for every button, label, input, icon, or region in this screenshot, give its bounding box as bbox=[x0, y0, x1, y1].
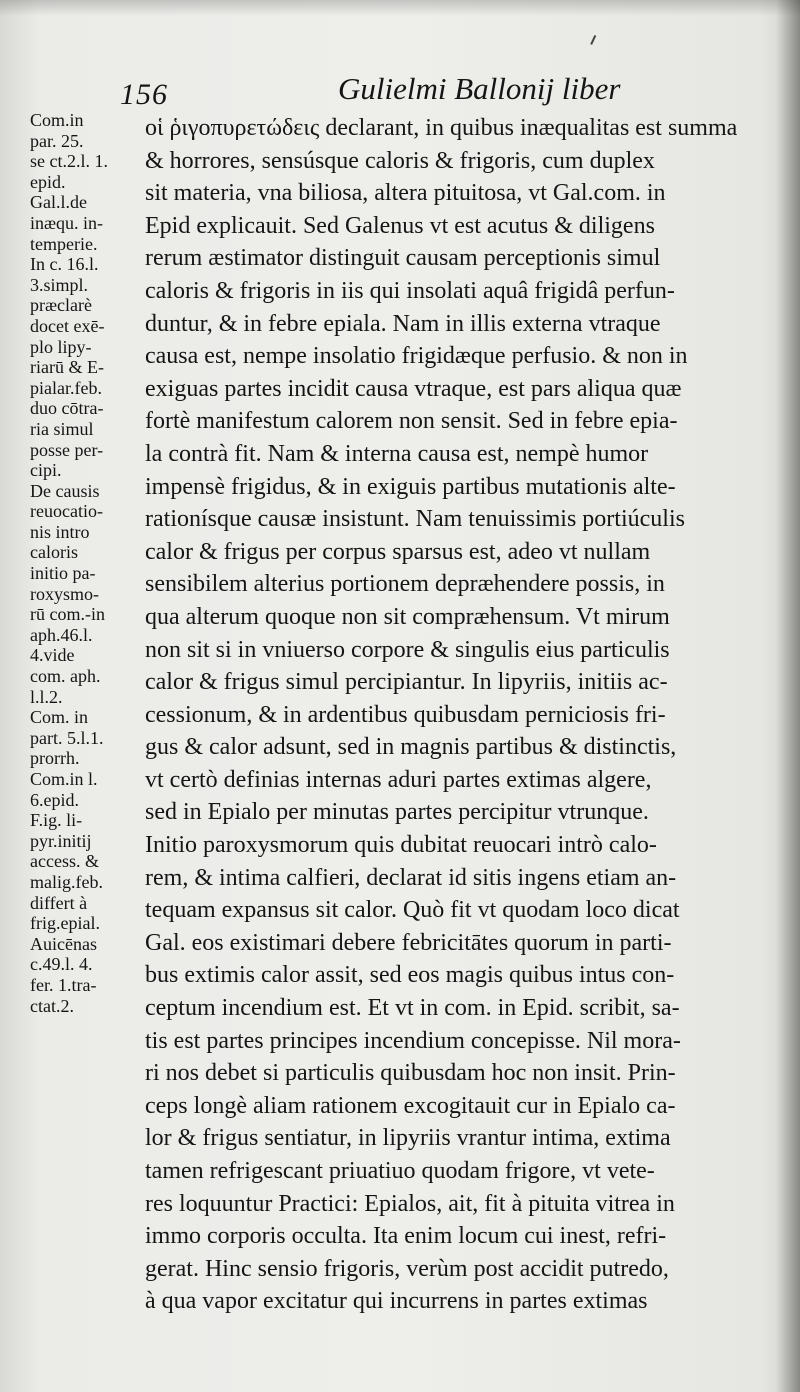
text-line: cessionum, & in ardentibus quibusdam perniciosis fri- bbox=[145, 701, 666, 728]
text-line: gus & calor adsunt, sed in magnis partibus & distinctis, bbox=[145, 734, 677, 761]
text-line: gerat. Hinc sensio frigoris, verùm post accidit putredo, bbox=[145, 1255, 669, 1282]
margin-note: frig.epial. bbox=[30, 913, 100, 934]
margin-note: caloris bbox=[30, 542, 78, 563]
margin-note: 4.vide bbox=[30, 645, 75, 666]
text-line: qua alterum quoque non sit compræhensum. Vt mirum bbox=[145, 603, 670, 630]
main-text bbox=[145, 112, 775, 1318]
margin-note: prorrh. bbox=[30, 748, 80, 769]
margin-note: Gal.l.de bbox=[30, 192, 87, 213]
text-line: οἱ ῥιγοπυρετώδεις declarant, in quibus inæqualitas est summa bbox=[145, 115, 738, 141]
text-line: immo corporis occulta. Ita enim locum cui inest, refri- bbox=[145, 1223, 667, 1250]
text-line: causa est, nempe insolatio frigidæque perfusio. & non in bbox=[145, 343, 688, 370]
margin-note: docet exē- bbox=[30, 315, 105, 336]
text-line: rem, & intima calfieri, declarat id sitis ingens etiam an- bbox=[145, 864, 677, 891]
margin-note: In c. 16.l. bbox=[30, 254, 99, 275]
margin-note: Com.in bbox=[30, 110, 84, 130]
text-line: ri nos debet si particulis quibusdam hoc non insit. Prin- bbox=[145, 1060, 676, 1087]
margin-note: part. 5.l.1. bbox=[30, 727, 104, 748]
page-number: 156 bbox=[120, 78, 168, 111]
margin-note: l.l.2. bbox=[30, 686, 63, 707]
text-line: la contrà fit. Nam & interna causa est, nempè humor bbox=[145, 440, 649, 467]
margin-note: præclarè bbox=[30, 295, 92, 316]
text-line: exiguas partes incidit causa vtraque, est pars aliqua quæ bbox=[145, 375, 682, 402]
text-line: tis est partes principes incendium concepisse. Nil mora- bbox=[145, 1027, 681, 1054]
margin-note: ria simul bbox=[30, 418, 94, 439]
text-line: duntur, & in febre epiala. Nam in illis externa vtraque bbox=[145, 310, 661, 337]
text-line: tamen refrigescant priuatiuo quodam frigore, vt vete- bbox=[145, 1158, 655, 1184]
text-line: ceps longè aliam rationem excogitauit cur in Epialo ca- bbox=[145, 1092, 676, 1119]
margin-note: Com.in l. bbox=[30, 769, 98, 789]
margin-note: inæqu. in- bbox=[30, 212, 104, 233]
margin-note: par. 25. bbox=[30, 130, 84, 151]
margin-note: De causis bbox=[30, 480, 100, 501]
margin-note: duo cōtra- bbox=[30, 398, 104, 419]
margin-note: se ct.2.l. 1. bbox=[30, 151, 108, 172]
text-line: rerum æstimator distinguit causam perceptionis simul bbox=[145, 245, 661, 272]
text-line: Epid explicauit. Sed Galenus vt est acutus & diligens bbox=[145, 212, 655, 239]
margin-note: 3.simpl. bbox=[30, 274, 89, 295]
margin-note: Auicēnas bbox=[30, 933, 97, 954]
running-head: Gulielmi Ballonij liber bbox=[338, 71, 621, 106]
margin-note: epid. bbox=[30, 171, 66, 192]
text-line: ceptum incendium est. Et vt in com. in Epid. scribit, sa- bbox=[145, 995, 680, 1022]
margin-note: riarū & E- bbox=[30, 357, 104, 378]
margin-note: access. & bbox=[30, 851, 99, 872]
page-binding-shadow bbox=[776, 0, 800, 1392]
text-line: bus extimis calor assit, sed eos magis quibus intus con- bbox=[145, 962, 675, 989]
text-line: sed in Epialo per minutas partes percipitur vtrunque. bbox=[145, 799, 649, 826]
margin-note: differt à bbox=[30, 892, 88, 913]
page-top-shadow bbox=[0, 0, 800, 16]
text-line: impensè frigidus, & in exiguis partibus mutationis alte- bbox=[145, 473, 676, 500]
margin-note: plo lipy- bbox=[30, 336, 92, 357]
text-line: Initio paroxysmorum quis dubitat reuocari intrò calo- bbox=[145, 832, 657, 859]
text-line: rationísque causæ insistunt. Nam tenuissimis portiúculis bbox=[145, 506, 685, 533]
text-line: sensibilem alterius portionem depræhendere possis, in bbox=[145, 571, 665, 598]
margin-note: 6.epid. bbox=[30, 789, 79, 810]
text-line: tequam expansus sit calor. Quò fit vt quodam loco dicat bbox=[145, 897, 680, 924]
text-line: calor & frigus simul percipiantur. In lipyriis, initiis ac- bbox=[145, 669, 668, 696]
margin-note: malig.feb. bbox=[30, 871, 103, 892]
text-line: lor & frigus sentiatur, in lipyriis vrantur intima, extima bbox=[145, 1125, 671, 1152]
margin-note: F.ig. li- bbox=[30, 810, 83, 831]
margin-note: c.49.l. 4. bbox=[30, 954, 93, 975]
margin-note: fer. 1.tra- bbox=[30, 974, 97, 995]
text-line: Gal. eos existimari debere febricitātes quorum in parti- bbox=[145, 929, 672, 956]
text-line: non sit si in vniuerso corpore & singulis eius particulis bbox=[145, 636, 670, 663]
margin-note: pyr.initij bbox=[30, 830, 92, 851]
margin-notes bbox=[30, 110, 154, 1016]
margin-note: nis intro bbox=[30, 521, 90, 542]
text-line: calor & frigus per corpus sparsus est, adeo vt nullam bbox=[145, 538, 651, 565]
margin-note: rū com.-in bbox=[30, 604, 105, 625]
text-line: res loquuntur Practici: Epialos, ait, fit à pituita vitrea in bbox=[145, 1190, 675, 1217]
margin-note: ctat.2. bbox=[30, 995, 74, 1016]
margin-note: posse per- bbox=[30, 439, 104, 460]
text-line: vt certò definias internas aduri partes extimas algere, bbox=[145, 766, 652, 793]
text-line: fortè manifestum calorem non sensit. Sed in febre epia- bbox=[145, 408, 678, 435]
margin-note: roxysmo- bbox=[30, 583, 99, 604]
margin-note: pialar.feb. bbox=[30, 377, 102, 398]
text-line: caloris & frigoris in iis qui insolati aquâ frigidâ perfun- bbox=[145, 277, 675, 304]
margin-note: aph.46.l. bbox=[30, 624, 93, 645]
text-line: & horrores, sensúsque caloris & frigoris, cum duplex bbox=[145, 147, 655, 174]
margin-note: reuocatio- bbox=[30, 501, 103, 522]
margin-note: Com. in bbox=[30, 707, 89, 728]
margin-note: temperie. bbox=[30, 233, 98, 254]
text-line: à qua vapor excitatur qui incurrens in partes extimas bbox=[145, 1288, 648, 1315]
margin-note: initio pa- bbox=[30, 563, 96, 584]
margin-note: com. aph. bbox=[30, 666, 101, 687]
margin-note: cipi. bbox=[30, 460, 62, 481]
ink-mark bbox=[590, 35, 601, 47]
text-line: sit materia, vna biliosa, altera pituitosa, vt Gal.com. in bbox=[145, 180, 666, 207]
